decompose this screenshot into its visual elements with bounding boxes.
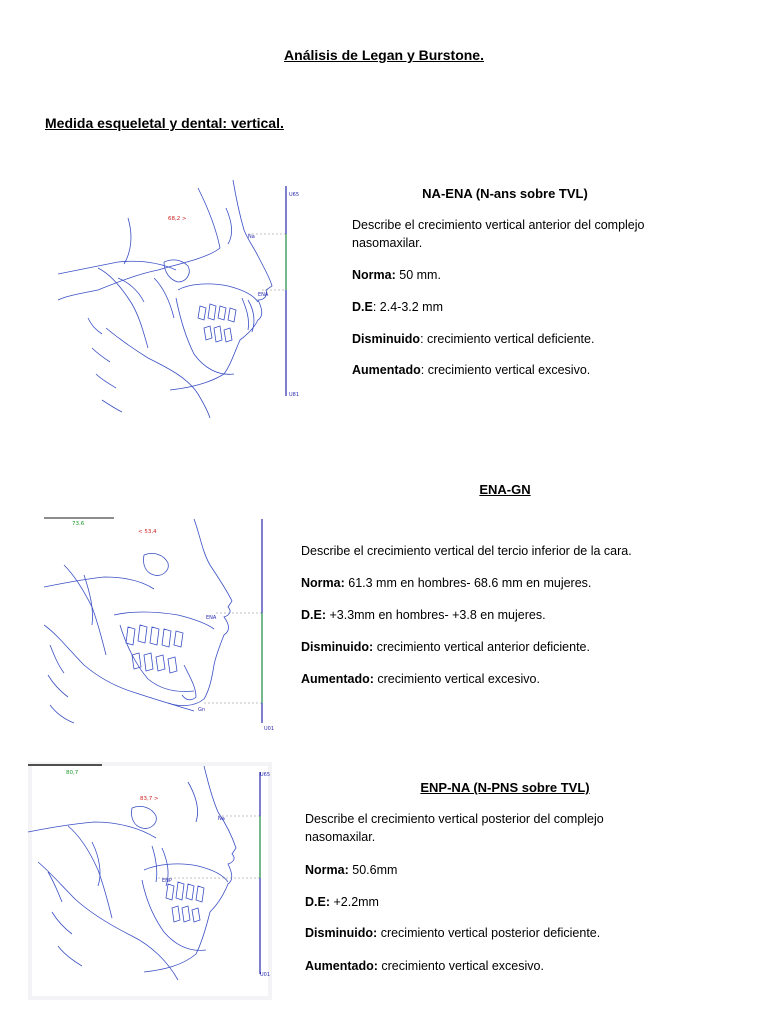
- section-3-norma: [305, 861, 397, 879]
- section-1-heading: NA-ENA (N-ans sobre TVL): [422, 186, 588, 201]
- cephalometric-figure-3: [28, 762, 272, 1000]
- section-2-norma: [301, 574, 591, 592]
- cephalometric-figure-2: [44, 515, 276, 735]
- section-3-aumentado: [305, 957, 544, 975]
- point-gn-label: Gn: [198, 707, 206, 713]
- bottom-reference-label: U01: [260, 972, 271, 978]
- norma-label: Norma:: [305, 863, 349, 877]
- point-enp-label: ENP: [162, 878, 172, 884]
- section-1-disminuido: [352, 330, 594, 348]
- point-na-label: Na: [218, 816, 225, 822]
- section-3-disminuido: [305, 924, 600, 942]
- green-measure-label: 80,7: [66, 770, 79, 776]
- section-3-heading: ENP-NA (N-PNS sobre TVL): [420, 780, 590, 795]
- disminuido-value: crecimiento vertical anterior deficiente.: [373, 640, 590, 654]
- section-3-description: Describe el crecimiento vertical posterior del complejo nasomaxilar.: [305, 812, 604, 844]
- aumentado-label: Aumentado:: [301, 672, 374, 686]
- disminuido-label: Disminuido:: [305, 926, 378, 940]
- aumentado-label: Aumentado:: [305, 959, 378, 973]
- de-label: D.E: [352, 300, 373, 314]
- section-2-description: Describe el crecimiento vertical del tercio inferior de la cara.: [301, 544, 632, 558]
- top-reference-label: U65: [289, 192, 300, 198]
- document-subtitle: Medida esqueletal y dental: vertical.: [45, 115, 284, 131]
- disminuido-value: crecimiento vertical posterior deficiente.: [377, 926, 601, 940]
- de-label: D.E:: [301, 608, 326, 622]
- section-2-disminuido: [301, 638, 590, 656]
- point-ena-label: ENA: [258, 292, 269, 298]
- section-1-norma: [352, 266, 441, 284]
- norma-value: 50.6mm: [348, 863, 398, 877]
- section-2-heading: ENA-GN: [479, 482, 531, 497]
- point-ena-label: ENA: [206, 615, 217, 621]
- angle-label: 68,2 >: [168, 216, 187, 222]
- section-3-de: [305, 893, 379, 911]
- aumentado-label: Aumentado: [352, 363, 421, 377]
- de-value: +3.3mm en hombres- +3.8 en mujeres.: [326, 608, 546, 622]
- disminuido-value: : crecimiento vertical deficiente.: [420, 332, 595, 346]
- de-value: : 2.4-3.2 mm: [372, 300, 444, 314]
- section-1-aumentado: [352, 361, 590, 379]
- norma-label: Norma:: [352, 268, 396, 282]
- section-1-de: [352, 298, 443, 316]
- section-2-de: [301, 606, 546, 624]
- angle-label: < 53,4: [138, 529, 157, 535]
- point-na-label: Na: [248, 234, 255, 240]
- de-label: D.E:: [305, 895, 330, 909]
- angle-label: 83,7 >: [140, 796, 159, 802]
- aumentado-value: crecimiento vertical excesivo.: [373, 672, 540, 686]
- bottom-reference-label: U01: [264, 726, 275, 732]
- aumentado-value: : crecimiento vertical excesivo.: [420, 363, 591, 377]
- norma-label: Norma:: [301, 576, 345, 590]
- aumentado-value: crecimiento vertical excesivo.: [377, 959, 544, 973]
- disminuido-label: Disminuido: [352, 332, 421, 346]
- green-measure-label: 73.6: [72, 521, 85, 527]
- top-reference-label: U65: [260, 772, 271, 778]
- cephalometric-figure-1: [58, 178, 304, 418]
- bottom-reference-label: U81: [289, 392, 300, 398]
- norma-value: 50 mm.: [395, 268, 441, 282]
- document-title: Análisis de Legan y Burstone.: [284, 47, 484, 63]
- disminuido-label: Disminuido:: [301, 640, 374, 654]
- section-2-aumentado: [301, 670, 540, 688]
- section-1-description: Describe el crecimiento vertical anterior del complejo nasomaxilar.: [352, 218, 645, 250]
- de-value: +2.2mm: [330, 895, 379, 909]
- norma-value: 61.3 mm en hombres- 68.6 mm en mujeres.: [344, 576, 592, 590]
